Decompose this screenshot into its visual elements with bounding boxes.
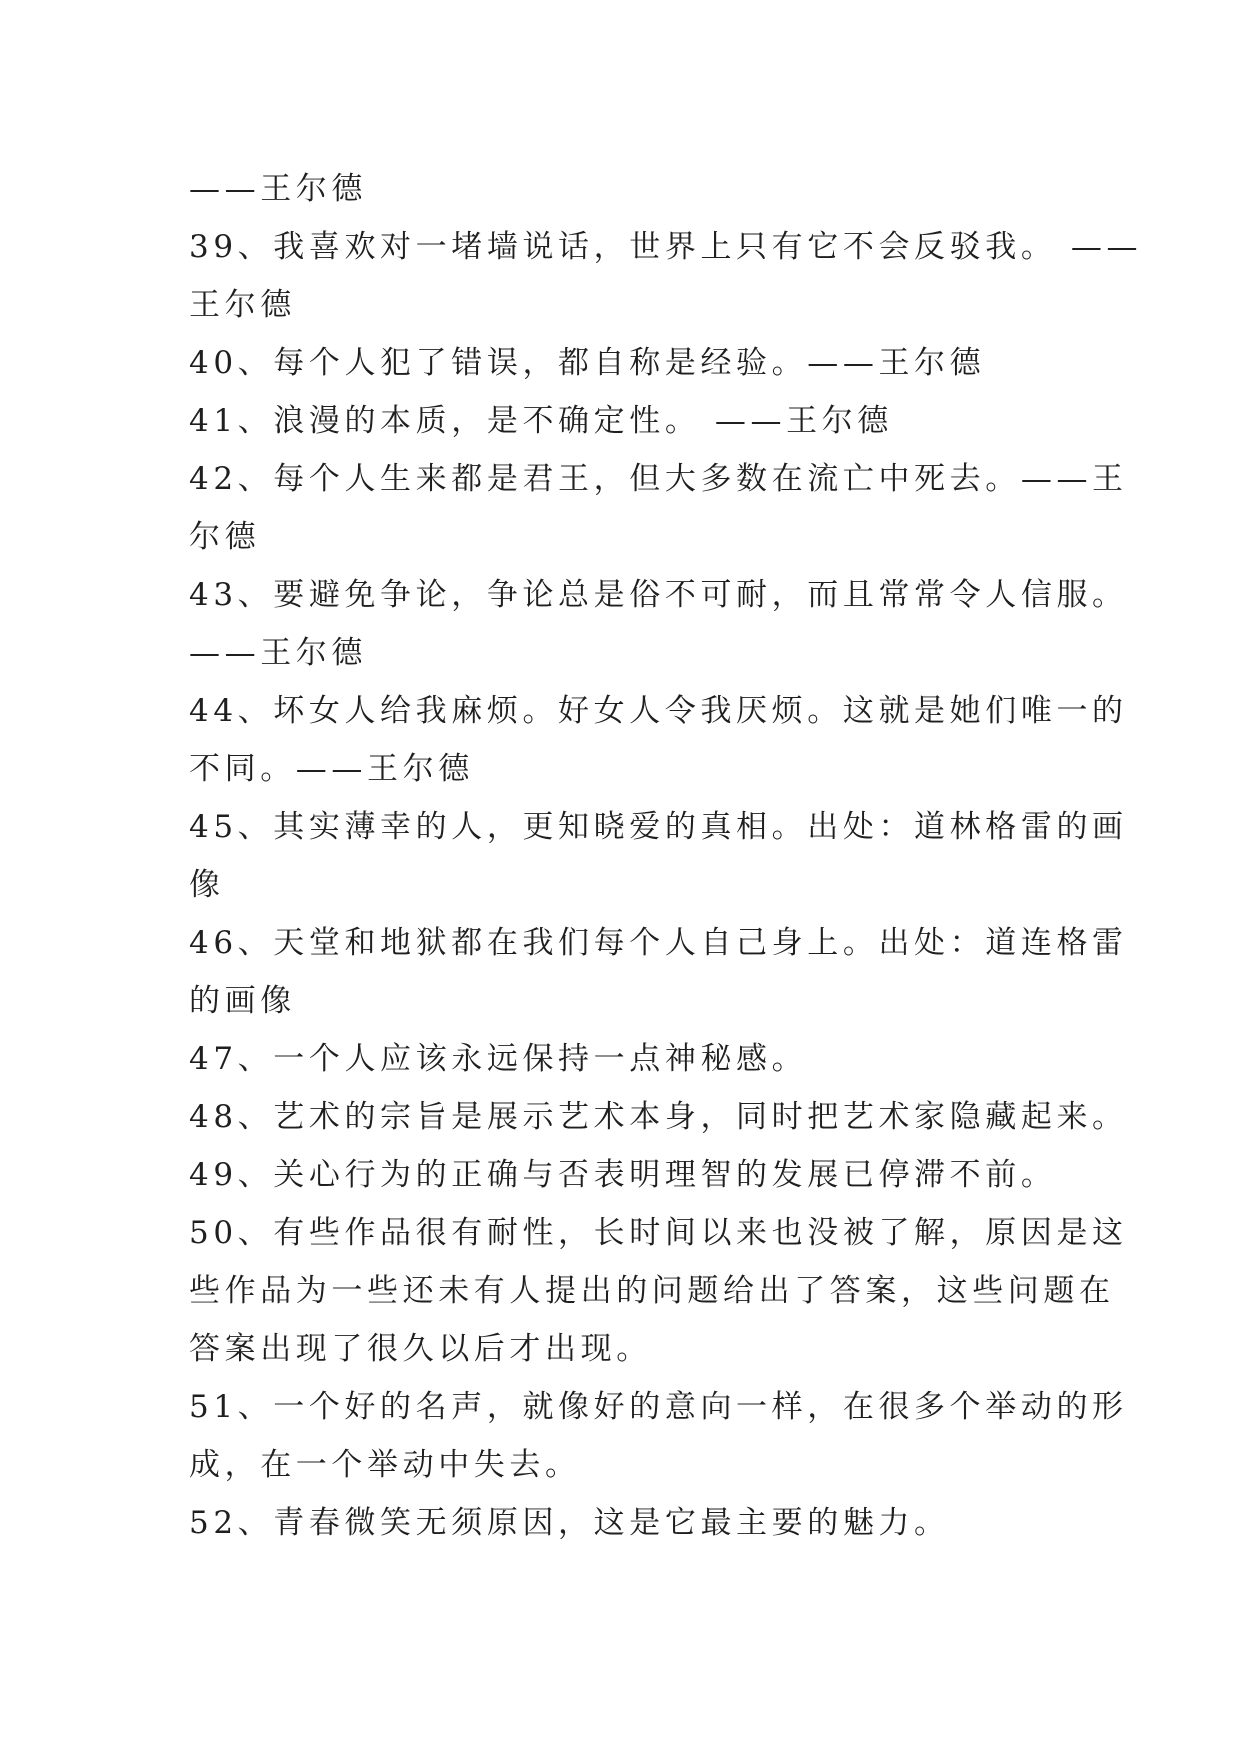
text-line: 成，在一个举动中失去。: [189, 1447, 581, 1483]
text-line: 的画像: [189, 983, 296, 1019]
quote-list: [189, 160, 1143, 1552]
text-line: 答案出现了很久以后才出现。: [189, 1331, 652, 1367]
text-line: 尔德: [189, 519, 261, 555]
text-line: 39、我喜欢对一堵墙说话，世界上只有它不会反驳我。 ——: [189, 229, 1143, 265]
text-line: 41、浪漫的本质，是不确定性。 ——王尔德: [189, 403, 893, 439]
text-line: 49、关心行为的正确与否表明理智的发展已停滞不前。: [189, 1157, 1057, 1193]
text-line: ——王尔德: [189, 635, 367, 671]
text-line: 王尔德: [189, 287, 296, 323]
text-line: 52、青春微笑无须原因，这是它最主要的魅力。: [189, 1505, 950, 1541]
text-line: 不同。——王尔德: [189, 751, 474, 787]
text-line: 45、其实薄幸的人，更知晓爱的真相。出处：道林格雷的画: [189, 809, 1128, 845]
text-line: 40、每个人犯了错误，都自称是经验。——王尔德: [189, 345, 986, 381]
text-line: 47、一个人应该永远保持一点神秘感。: [189, 1041, 808, 1077]
text-line: 50、有些作品很有耐性，长时间以来也没被了解，原因是这: [189, 1215, 1128, 1251]
text-line: ——王尔德: [189, 171, 367, 207]
text-line: 48、艺术的宗旨是展示艺术本身，同时把艺术家隐藏起来。: [189, 1099, 1128, 1135]
text-line: 42、每个人生来都是君王，但大多数在流亡中死去。——王: [189, 461, 1128, 497]
text-line: 51、一个好的名声，就像好的意向一样，在很多个举动的形: [189, 1389, 1128, 1425]
text-line: 44、坏女人给我麻烦。好女人令我厌烦。这就是她们唯一的: [189, 693, 1128, 729]
text-line: 43、要避免争论，争论总是俗不可耐，而且常常令人信服。: [189, 577, 1128, 613]
text-line: 些作品为一些还未有人提出的问题给出了答案，这些问题在: [189, 1273, 1115, 1309]
text-line: 像: [189, 867, 225, 903]
text-line: 46、天堂和地狱都在我们每个人自己身上。出处：道连格雷: [189, 925, 1128, 961]
